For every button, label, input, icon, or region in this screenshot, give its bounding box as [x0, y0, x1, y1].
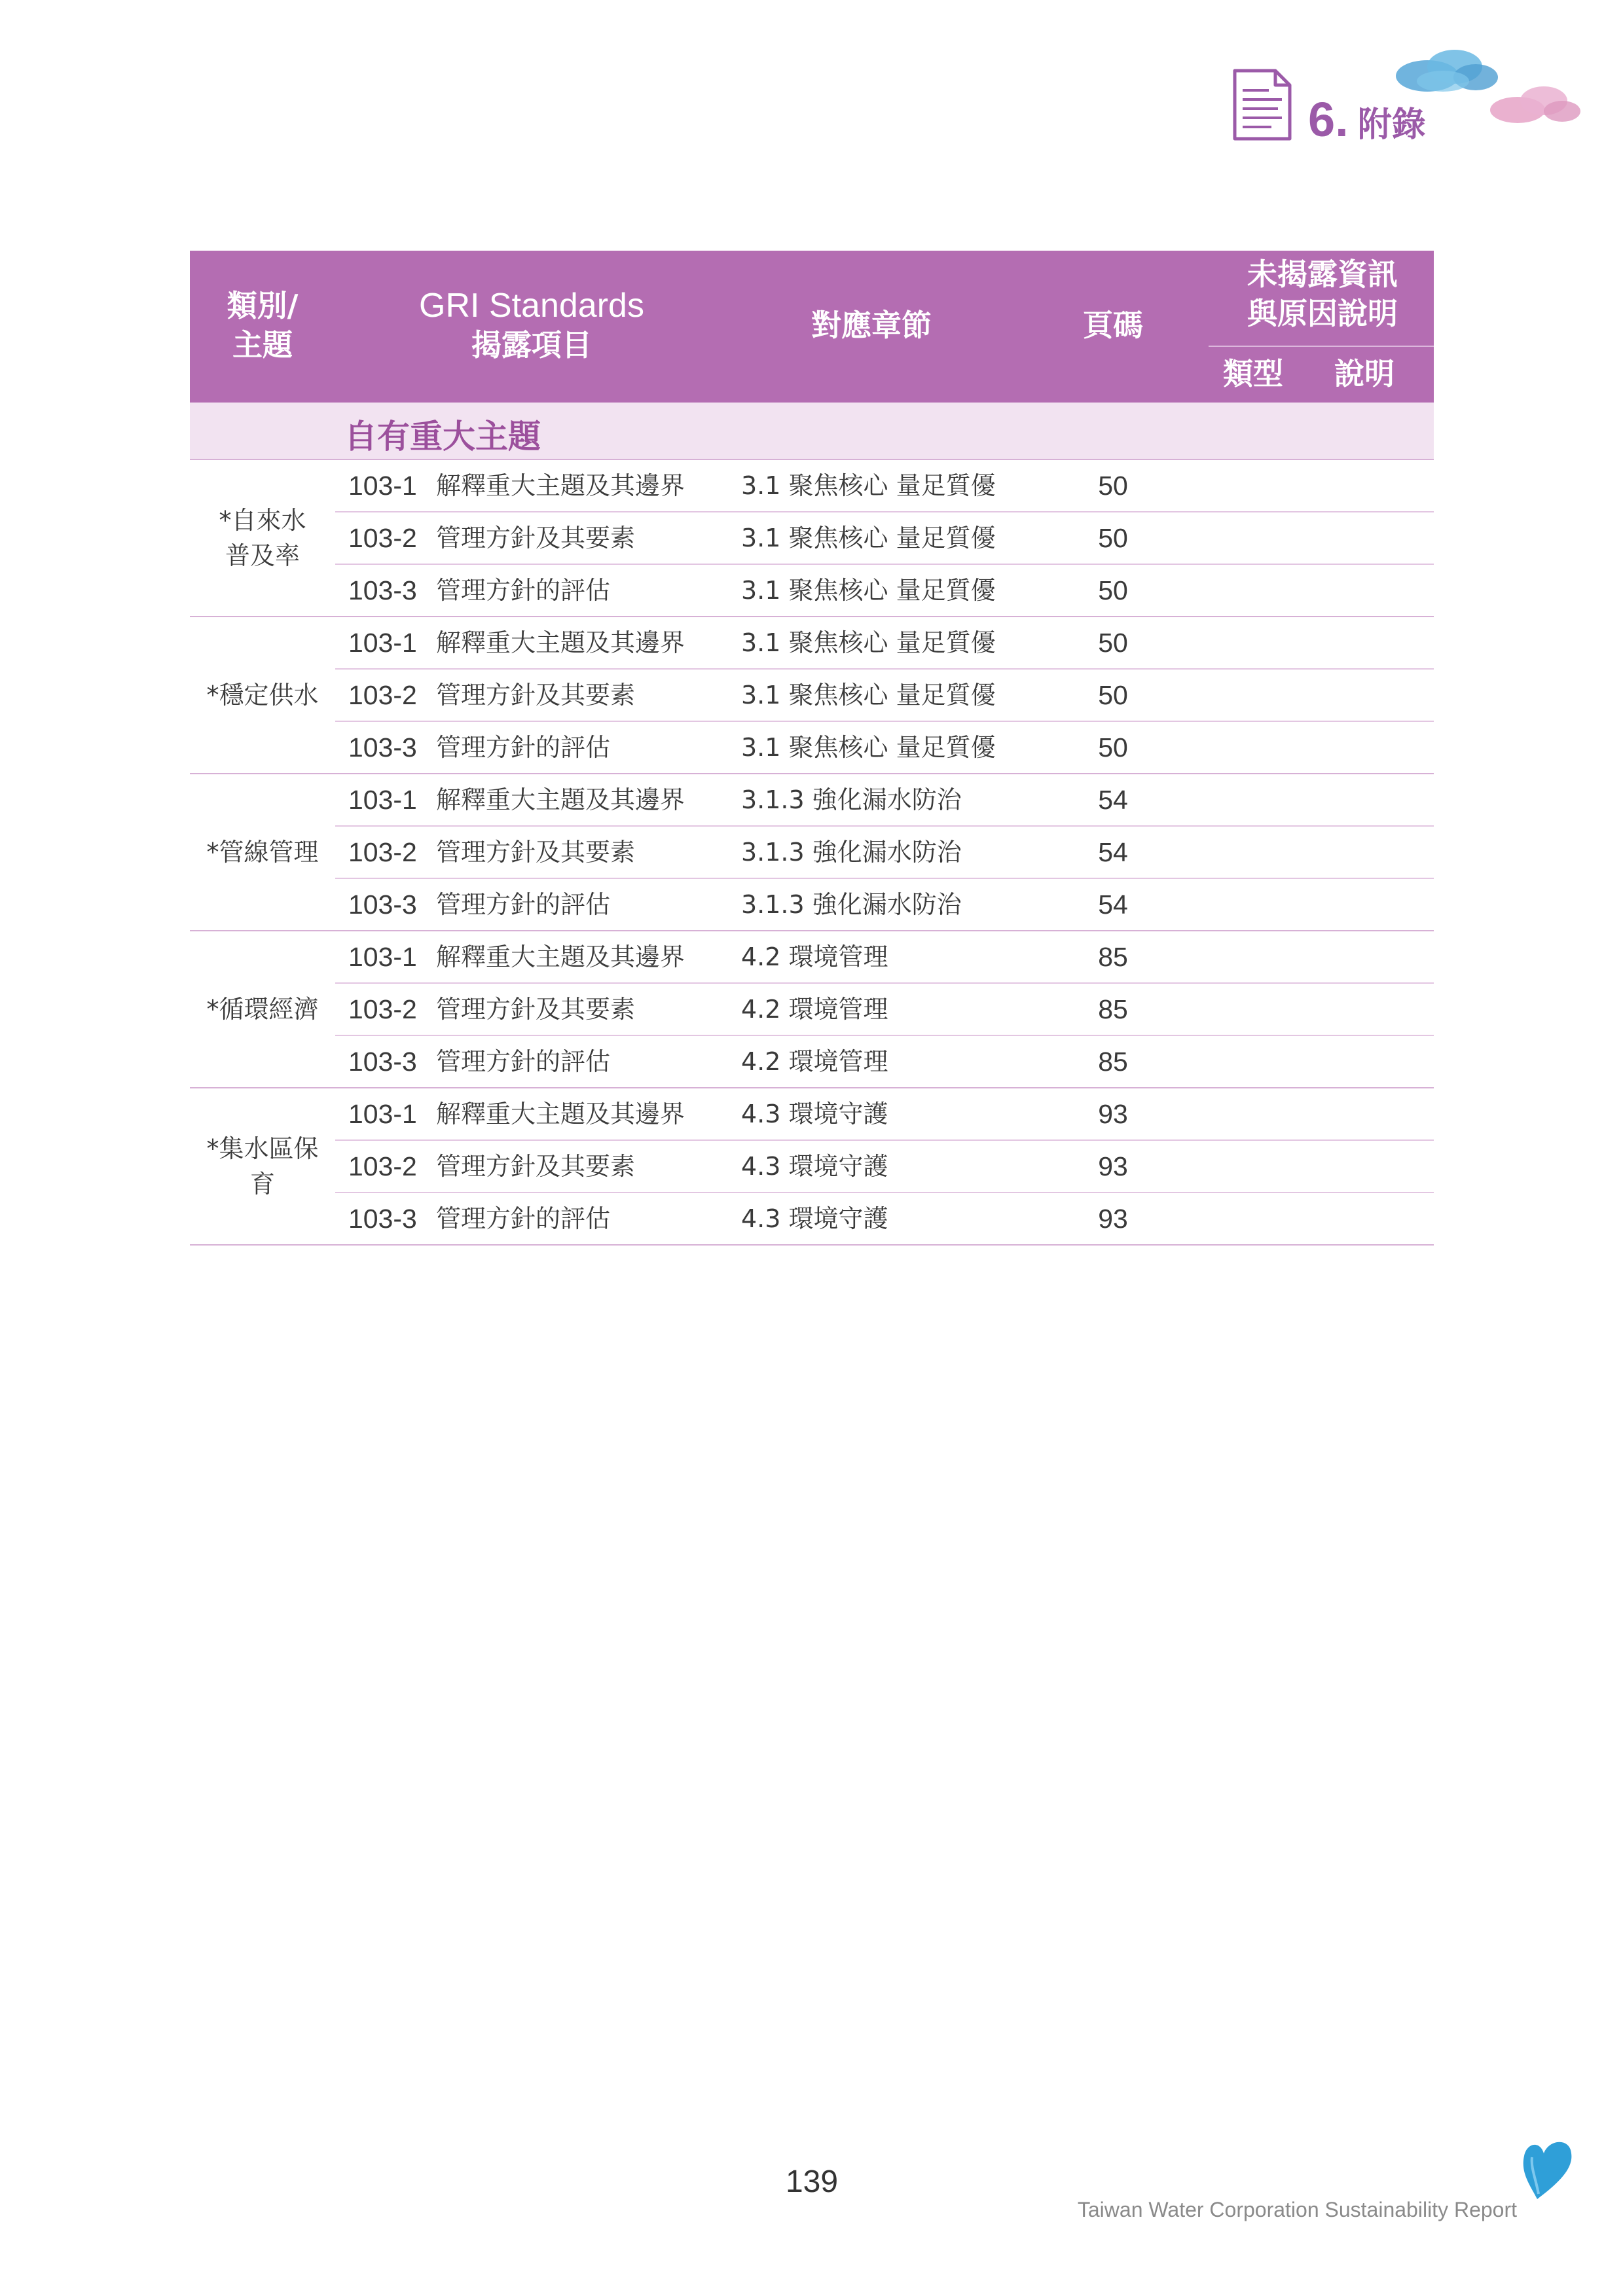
table-subheader: [190, 403, 1434, 460]
disclosure-code: 103-3: [348, 732, 417, 762]
section-name: 附錄: [1357, 105, 1426, 145]
disclosure-title: 管理方針的評估: [436, 733, 611, 762]
topic-label-line1: *自來水: [219, 506, 306, 535]
page-reference: 54: [1098, 837, 1128, 867]
table-row: [335, 617, 1434, 670]
page-reference: 50: [1098, 575, 1128, 605]
disclosure-title: 管理方針的評估: [436, 576, 611, 605]
disclosure-code: 103-1: [348, 942, 417, 972]
topic-rows: [335, 774, 1434, 930]
table-row: [335, 1088, 1434, 1141]
topic-group: [190, 774, 1434, 931]
chapter-reference: 4.2 環境管理: [741, 995, 888, 1024]
disclosure-title: 管理方針及其要素: [436, 995, 636, 1024]
topic-label-text: [206, 834, 318, 870]
disclosure-title: 解釋重大主題及其邊界: [436, 628, 685, 657]
page-reference: 93: [1098, 1099, 1128, 1129]
disclosure-title: 管理方針的評估: [436, 1204, 611, 1233]
table-row: [335, 931, 1434, 984]
table-body: [190, 460, 1434, 1246]
disclosure-code: 103-1: [348, 1099, 417, 1129]
topic-label: [190, 931, 335, 1087]
chapter-reference: 3.1 聚焦核心 量足質優: [741, 471, 996, 500]
topic-label-line1: *集水區保: [206, 1134, 319, 1163]
topic-label: [190, 774, 335, 930]
page-reference: 93: [1098, 1204, 1128, 1234]
topic-label-line2: 普及率: [225, 541, 300, 570]
chapter-reference: 3.1.3 強化漏水防治: [741, 785, 962, 814]
disclosure-title: 解釋重大主題及其邊界: [436, 1100, 685, 1128]
table-row: [335, 1193, 1434, 1244]
column-header-gri-line2: 揭露項目: [471, 327, 592, 363]
chapter-reference: 3.1 聚焦核心 量足質優: [741, 576, 996, 605]
column-header-omission-line1: 未揭露資訊: [1247, 257, 1398, 292]
table-row: [335, 670, 1434, 722]
page-reference: 54: [1098, 785, 1128, 815]
column-header-category: [190, 286, 335, 365]
page-reference: 50: [1098, 471, 1128, 501]
page-reference: 85: [1098, 942, 1128, 972]
topic-group: [190, 1088, 1434, 1246]
column-header-omission: [1211, 255, 1434, 333]
topic-rows: [335, 460, 1434, 616]
disclosure-code: 103-2: [348, 680, 417, 710]
disclosure-code: 103-3: [348, 1047, 417, 1077]
table-row: [335, 827, 1434, 879]
topic-group: [190, 460, 1434, 617]
page-reference: 50: [1098, 732, 1128, 762]
topic-label: [190, 1088, 335, 1244]
page-reference: 85: [1098, 994, 1128, 1024]
topic-label-line1: *管線管理: [206, 838, 319, 867]
report-name: Taiwan Water Corporation Sustainability Report: [1077, 2198, 1517, 2221]
table-row: [335, 565, 1434, 616]
disclosure-code: 103-1: [348, 471, 417, 501]
chapter-reference: 3.1 聚焦核心 量足質優: [741, 524, 996, 552]
chapter-reference: 3.1.3 強化漏水防治: [741, 838, 962, 867]
document-icon: [1232, 68, 1292, 141]
section-number: 6.: [1308, 92, 1349, 147]
disclosure-title: 管理方針的評估: [436, 1047, 611, 1076]
disclosure-code: 103-1: [348, 785, 417, 815]
table-row: [335, 1036, 1434, 1087]
table-row: [335, 879, 1434, 930]
table-row: [335, 774, 1434, 827]
table-row: [335, 984, 1434, 1036]
disclosure-code: 103-1: [348, 628, 417, 658]
column-header-omission-description: 說明: [1334, 356, 1395, 391]
column-header-omission-type: 類型: [1223, 356, 1283, 391]
topic-rows: [335, 931, 1434, 1087]
chapter-reference: 4.3 環境守護: [741, 1204, 888, 1233]
disclosure-code: 103-3: [348, 889, 417, 920]
chapter-reference: 3.1 聚焦核心 量足質優: [741, 733, 996, 762]
topic-label: [190, 460, 335, 616]
column-header-category-line2: 主題: [232, 327, 293, 363]
disclosure-title: 管理方針及其要素: [436, 524, 636, 552]
topic-group: [190, 931, 1434, 1088]
table-header: [190, 251, 1434, 403]
topic-rows: [335, 1088, 1434, 1244]
column-header-gri: [335, 286, 728, 365]
topic-label-line1: *循環經濟: [206, 995, 319, 1024]
disclosure-code: 103-2: [348, 994, 417, 1024]
topic-label: [190, 617, 335, 773]
disclosure-code: 103-2: [348, 837, 417, 867]
section-title: [1308, 92, 1426, 147]
page-number: 139: [785, 2164, 839, 2199]
chapter-reference: 4.2 環境管理: [741, 1047, 888, 1076]
disclosure-code: 103-2: [348, 523, 417, 553]
table-row: [335, 512, 1434, 565]
cloud-pink-decoration: [1485, 81, 1583, 128]
disclosure-code: 103-2: [348, 1151, 417, 1181]
disclosure-title: 解釋重大主題及其邊界: [436, 785, 685, 814]
chapter-reference: 3.1.3 強化漏水防治: [741, 890, 962, 919]
table-row: [335, 722, 1434, 773]
topic-group: [190, 617, 1434, 774]
disclosure-title: 管理方針的評估: [436, 890, 611, 919]
column-header-chapter: 對應章節: [811, 308, 932, 343]
disclosure-title: 管理方針及其要素: [436, 681, 636, 709]
gri-index-table: [190, 251, 1434, 1246]
page-reference: 85: [1098, 1047, 1128, 1077]
table-row: [335, 1141, 1434, 1193]
disclosure-title: 管理方針及其要素: [436, 1152, 636, 1181]
topic-label-text: [206, 677, 318, 713]
disclosure-title: 管理方針及其要素: [436, 838, 636, 867]
topic-label-line1: *穩定供水: [206, 681, 319, 709]
page-reference: 93: [1098, 1151, 1128, 1181]
topic-label-text: [206, 1131, 318, 1202]
table-row: [335, 460, 1434, 512]
chapter-reference: 4.2 環境管理: [741, 942, 888, 971]
chapter-reference: 4.3 環境守護: [741, 1152, 888, 1181]
page-reference: 50: [1098, 628, 1128, 658]
subheader-title: 自有重大主題: [344, 418, 541, 456]
topic-rows: [335, 617, 1434, 773]
disclosure-title: 解釋重大主題及其邊界: [436, 471, 685, 500]
chapter-reference: 4.3 環境守護: [741, 1100, 888, 1128]
page-reference: 50: [1098, 523, 1128, 553]
topic-label-text: [206, 992, 318, 1027]
page-reference: 54: [1098, 889, 1128, 920]
chapter-reference: 3.1 聚焦核心 量足質優: [741, 628, 996, 657]
column-header-omission-line2: 與原因說明: [1247, 296, 1398, 331]
topic-label-line2: 育: [249, 1170, 275, 1198]
chapter-reference: 3.1 聚焦核心 量足質優: [741, 681, 996, 709]
column-header-gri-line1: GRI Standards: [419, 287, 644, 325]
disclosure-title: 解釋重大主題及其邊界: [436, 942, 685, 971]
column-header-category-line1: 類別/: [227, 288, 299, 323]
header-divider: [1209, 346, 1434, 347]
page-reference: 50: [1098, 680, 1128, 710]
heart-icon: [1518, 2134, 1578, 2203]
column-header-page: 頁碼: [1083, 308, 1143, 343]
topic-label-text: [219, 503, 306, 573]
disclosure-code: 103-3: [348, 1204, 417, 1234]
disclosure-code: 103-3: [348, 575, 417, 605]
